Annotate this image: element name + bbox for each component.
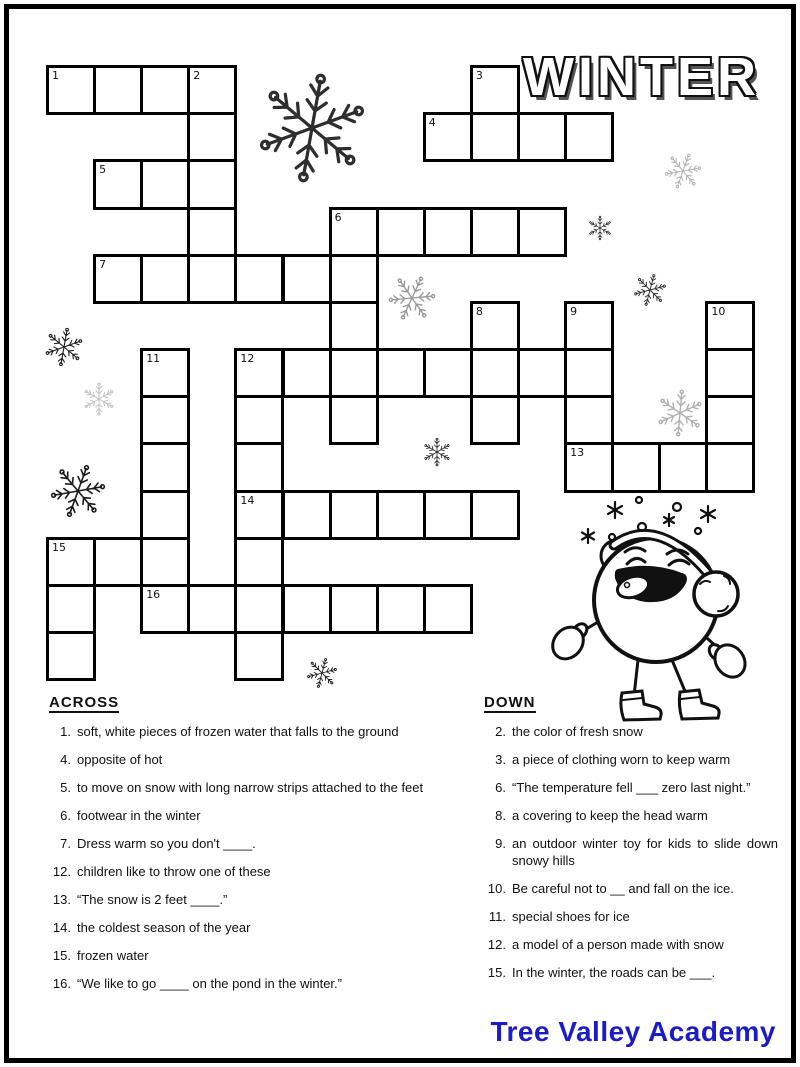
across-clues-section bbox=[47, 694, 425, 1003]
grid-cell-number: 10 bbox=[711, 304, 726, 318]
grid-cell-number: 9 bbox=[570, 304, 578, 318]
grid-cell[interactable] bbox=[329, 490, 379, 540]
clue-item bbox=[47, 835, 425, 852]
clue-number: 7. bbox=[60, 836, 71, 851]
grid-cell-number: 16 bbox=[146, 587, 161, 601]
grid-cell[interactable] bbox=[187, 159, 237, 209]
grid-cell[interactable] bbox=[564, 112, 614, 162]
clue-number: 12. bbox=[487, 937, 506, 952]
grid-cell[interactable] bbox=[705, 301, 755, 351]
grid-cell[interactable] bbox=[329, 584, 379, 634]
grid-cell[interactable] bbox=[470, 112, 520, 162]
grid-cell-number: 7 bbox=[99, 257, 107, 271]
clue-number: 3. bbox=[495, 752, 506, 767]
clue-text: a model of a person made with snow bbox=[512, 937, 724, 952]
grid-cell[interactable] bbox=[611, 442, 661, 492]
grid-cell[interactable] bbox=[329, 301, 379, 351]
clue-text: Dress warm so you don't ____. bbox=[77, 836, 256, 851]
grid-cell[interactable] bbox=[187, 584, 237, 634]
clue-number: 6. bbox=[60, 808, 71, 823]
grid-cell[interactable] bbox=[234, 537, 284, 587]
grid-cell[interactable] bbox=[376, 490, 426, 540]
clue-item bbox=[482, 751, 778, 768]
grid-cell[interactable] bbox=[423, 207, 473, 257]
grid-cell[interactable] bbox=[282, 584, 332, 634]
clue-number: 1. bbox=[60, 724, 71, 739]
clue-text: special shoes for ice bbox=[512, 909, 630, 924]
grid-cell[interactable] bbox=[329, 254, 379, 304]
clue-number: 2. bbox=[495, 724, 506, 739]
grid-cell[interactable] bbox=[46, 631, 96, 681]
grid-cell[interactable] bbox=[93, 159, 143, 209]
grid-cell-number: 3 bbox=[475, 69, 483, 82]
grid-cell[interactable] bbox=[234, 584, 284, 634]
clue-item bbox=[482, 807, 778, 824]
grid-cell-number: 1 bbox=[52, 69, 59, 82]
clue-item bbox=[47, 975, 425, 992]
clue-number: 13. bbox=[52, 892, 71, 907]
grid-cell[interactable] bbox=[470, 65, 520, 115]
grid-cell[interactable] bbox=[517, 207, 567, 257]
clue-text: “The temperature fell ___ zero last night.” bbox=[512, 780, 751, 795]
clue-text: to move on snow with long narrow strips attached to the feet bbox=[77, 780, 424, 795]
clue-item bbox=[482, 964, 778, 981]
clue-text: “The snow is 2 feet ____.” bbox=[77, 892, 228, 907]
grid-cell[interactable] bbox=[140, 65, 190, 115]
grid-cell[interactable] bbox=[140, 490, 190, 540]
grid-cell[interactable] bbox=[705, 442, 755, 492]
clue-item bbox=[47, 723, 425, 740]
grid-cell[interactable] bbox=[187, 112, 237, 162]
grid-cell-number: 2 bbox=[193, 69, 201, 82]
grid-cell[interactable] bbox=[423, 112, 473, 162]
grid-cell[interactable] bbox=[46, 65, 96, 115]
clue-text: the color of fresh snow bbox=[512, 724, 643, 739]
grid-cell-number: 5 bbox=[99, 163, 107, 177]
grid-cell-number: 6 bbox=[334, 210, 342, 224]
clue-item bbox=[482, 835, 778, 869]
grid-cell[interactable] bbox=[187, 254, 237, 304]
clue-number: 6. bbox=[495, 780, 506, 795]
grid-cell-number: 8 bbox=[475, 304, 483, 318]
clue-number: 11. bbox=[488, 909, 506, 924]
grid-cell[interactable] bbox=[470, 207, 520, 257]
grid-cell-number: 12 bbox=[240, 352, 255, 366]
clue-number: 15. bbox=[487, 965, 506, 980]
clue-text: Be careful not to __ and fall on the ice. bbox=[512, 881, 734, 896]
grid-cell[interactable] bbox=[329, 395, 379, 445]
clue-text: soft, white pieces of frozen water that falls to the ground bbox=[77, 724, 399, 739]
down-clues-section bbox=[482, 694, 778, 992]
grid-cell-number: 15 bbox=[52, 540, 66, 554]
clue-text: the coldest season of the year bbox=[77, 920, 251, 935]
clue-number: 15. bbox=[52, 948, 71, 963]
grid-cell[interactable] bbox=[140, 254, 190, 304]
clue-text: “We like to go ____ on the pond in the winter.” bbox=[77, 976, 342, 991]
grid-cell[interactable] bbox=[282, 490, 332, 540]
clue-number: 10. bbox=[487, 881, 506, 896]
grid-cell[interactable] bbox=[234, 348, 284, 398]
grid-cell[interactable] bbox=[234, 254, 284, 304]
grid-cell[interactable] bbox=[423, 584, 473, 634]
grid-cell[interactable] bbox=[329, 207, 379, 257]
clue-text: an outdoor winter toy for kids to slide down snowy hills bbox=[512, 836, 778, 868]
clue-item bbox=[482, 908, 778, 925]
grid-cell[interactable] bbox=[564, 301, 614, 351]
grid-cell[interactable] bbox=[658, 442, 708, 492]
clue-number: 5. bbox=[60, 780, 71, 795]
clue-item bbox=[47, 751, 425, 768]
grid-cell[interactable] bbox=[140, 442, 190, 492]
clue-item bbox=[47, 919, 425, 936]
down-header: DOWN bbox=[484, 694, 536, 711]
clue-text: a covering to keep the head warm bbox=[512, 808, 708, 823]
clue-number: 16. bbox=[52, 976, 71, 991]
clue-item bbox=[482, 936, 778, 953]
clue-number: 4. bbox=[60, 752, 71, 767]
grid-cell[interactable] bbox=[234, 631, 284, 681]
across-clue-list bbox=[47, 723, 425, 992]
clue-item bbox=[482, 880, 778, 897]
clue-text: footwear in the winter bbox=[77, 808, 201, 823]
grid-cell[interactable] bbox=[46, 584, 96, 634]
grid-cell[interactable] bbox=[517, 112, 567, 162]
grid-cell[interactable] bbox=[329, 348, 379, 398]
grid-cell[interactable] bbox=[282, 254, 332, 304]
grid-cell[interactable] bbox=[470, 395, 520, 445]
grid-cell[interactable] bbox=[93, 65, 143, 115]
clue-item bbox=[47, 863, 425, 880]
clue-number: 8. bbox=[495, 808, 506, 823]
grid-cell[interactable] bbox=[470, 348, 520, 398]
clue-item bbox=[482, 723, 778, 740]
grid-cell[interactable] bbox=[705, 348, 755, 398]
grid-cell[interactable] bbox=[423, 490, 473, 540]
grid-cell[interactable] bbox=[187, 207, 237, 257]
grid-cell[interactable] bbox=[234, 490, 284, 540]
grid-cell[interactable] bbox=[140, 537, 190, 587]
clue-item bbox=[47, 807, 425, 824]
grid-cell[interactable] bbox=[234, 442, 284, 492]
grid-cell[interactable] bbox=[187, 65, 237, 115]
grid-cell-number: 11 bbox=[146, 352, 161, 366]
brand-footer: Tree Valley Academy bbox=[490, 1016, 776, 1047]
grid-cell[interactable] bbox=[564, 395, 614, 445]
grid-cell[interactable] bbox=[93, 537, 143, 587]
worksheet-title: WINTER bbox=[523, 47, 760, 107]
clue-item bbox=[47, 891, 425, 908]
clue-number: 9. bbox=[495, 836, 506, 851]
clue-text: In the winter, the roads can be ___. bbox=[512, 965, 716, 980]
clue-text: children like to throw one of these bbox=[77, 864, 271, 879]
grid-cell[interactable] bbox=[423, 348, 473, 398]
clue-text: frozen water bbox=[77, 948, 149, 963]
grid-cell[interactable] bbox=[517, 348, 567, 398]
grid-cell[interactable] bbox=[470, 490, 520, 540]
grid-cell[interactable] bbox=[564, 442, 614, 492]
grid-cell[interactable] bbox=[93, 254, 143, 304]
across-header: ACROSS bbox=[49, 694, 120, 711]
clue-item bbox=[47, 947, 425, 964]
grid-cell[interactable] bbox=[46, 537, 96, 587]
grid-cell[interactable] bbox=[376, 207, 426, 257]
grid-cell[interactable] bbox=[705, 395, 755, 445]
grid-cell[interactable] bbox=[376, 584, 426, 634]
grid-cell[interactable] bbox=[376, 348, 426, 398]
grid-cell-number: 14 bbox=[240, 493, 255, 507]
clue-text: a piece of clothing worn to keep warm bbox=[512, 752, 731, 767]
clue-item bbox=[482, 779, 778, 796]
grid-cell[interactable] bbox=[282, 348, 332, 398]
clue-item bbox=[47, 779, 425, 796]
grid-cell[interactable] bbox=[470, 301, 520, 351]
clue-text: opposite of hot bbox=[77, 752, 163, 767]
grid-cell-number: 4 bbox=[428, 116, 436, 130]
grid-cell[interactable] bbox=[140, 348, 190, 398]
clue-number: 12. bbox=[52, 864, 71, 879]
clue-number: 14. bbox=[52, 920, 71, 935]
grid-cell[interactable] bbox=[140, 395, 190, 445]
grid-cell-number: 13 bbox=[570, 446, 585, 460]
grid-cell[interactable] bbox=[140, 159, 190, 209]
grid-cell[interactable] bbox=[140, 584, 190, 634]
grid-cell[interactable] bbox=[564, 348, 614, 398]
down-clue-list bbox=[482, 723, 778, 981]
grid-cell[interactable] bbox=[234, 395, 284, 445]
